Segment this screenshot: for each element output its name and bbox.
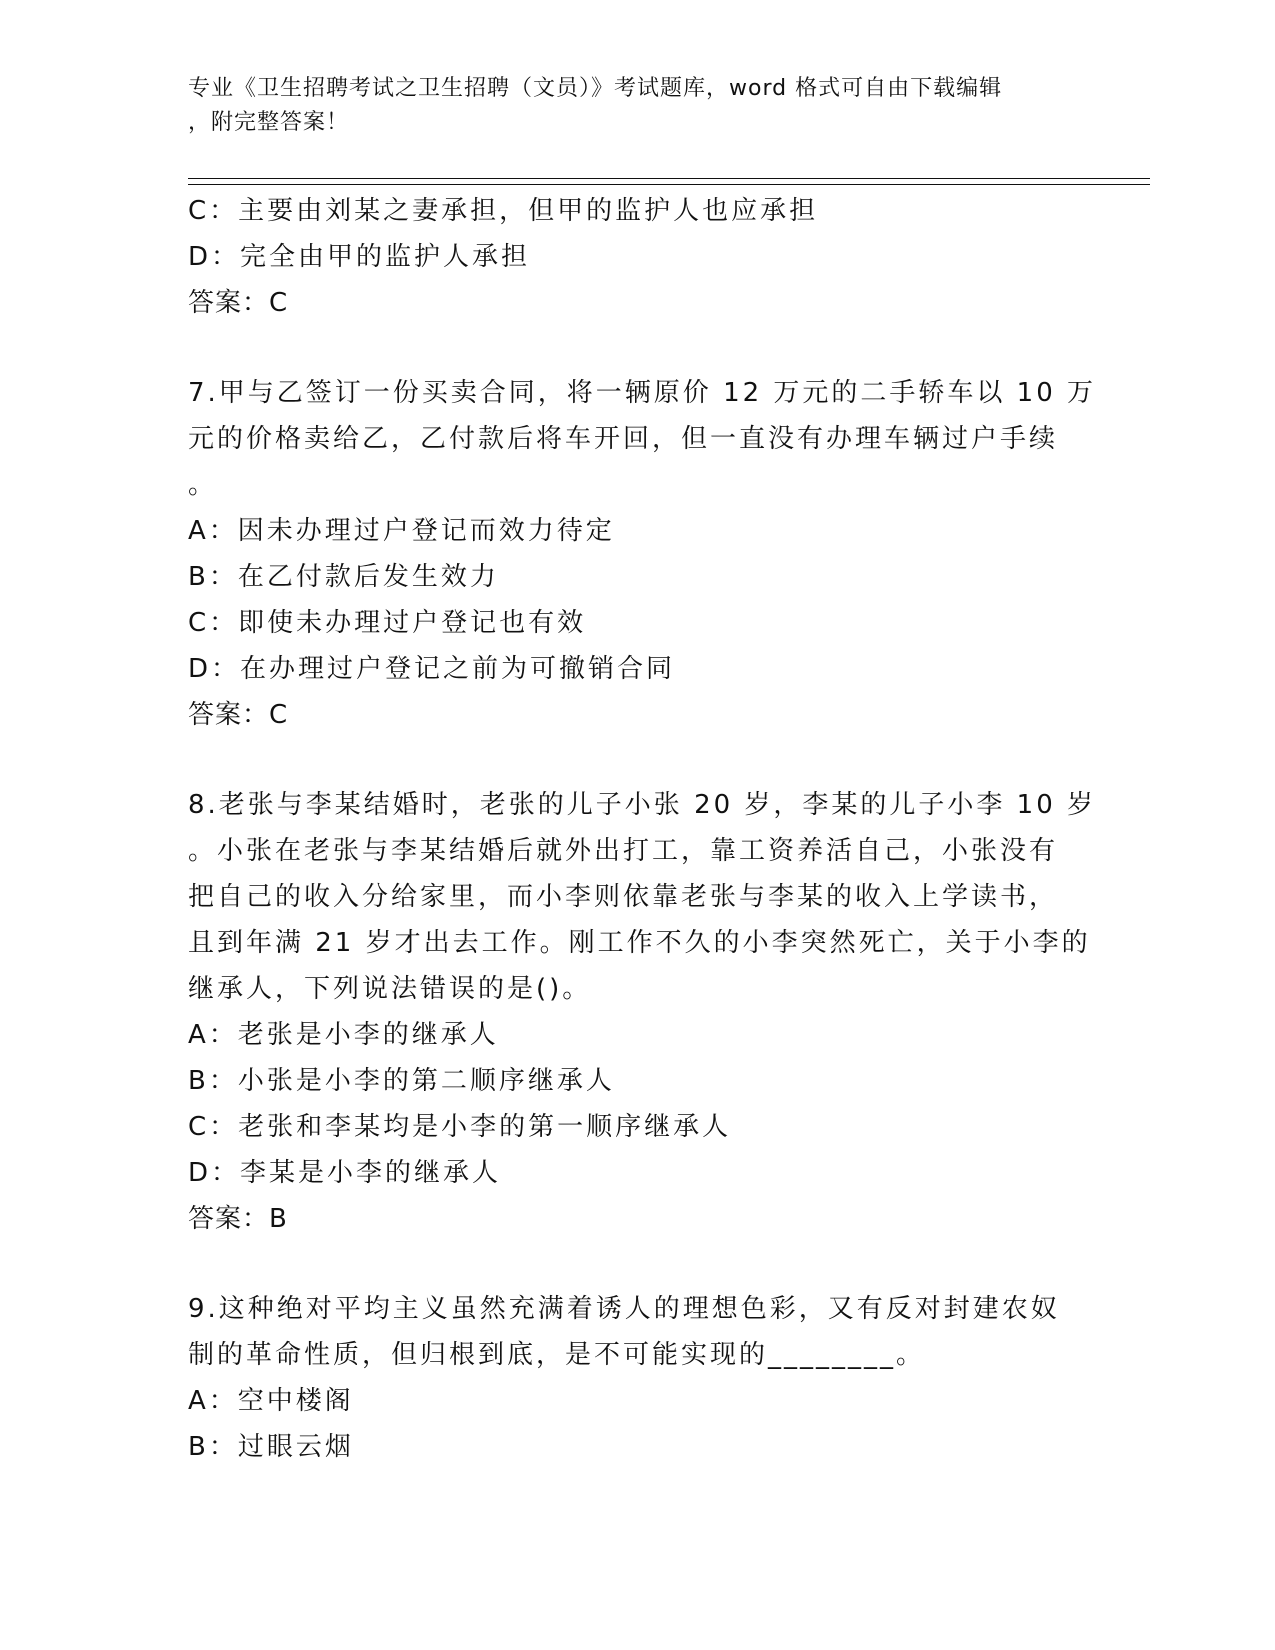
q8-stem-line-4: 且到年满 21 岁才出去工作。刚工作不久的小李突然死亡，关于小李的 <box>188 928 1091 958</box>
header-line-2: ，附完整答案！ <box>188 110 350 135</box>
q7-stem-line-3: 。 <box>188 470 218 500</box>
q8-stem-line-2: 。小张在老张与李某结婚后就外出打工，靠工资养活自己，小张没有 <box>188 836 1059 866</box>
spacer <box>188 1242 1088 1286</box>
q8-option-d: D：李某是小李的继承人 <box>188 1158 502 1188</box>
q7-stem-line-1: 7.甲与乙签订一份买卖合同，将一辆原价 12 万元的二手轿车以 10 万 <box>188 378 1097 408</box>
q8-answer: 答案：B <box>188 1204 288 1234</box>
q7-option-c: C：即使未办理过户登记也有效 <box>188 608 587 638</box>
q6-option-c: C：主要由刘某之妻承担，但甲的监护人也应承担 <box>188 196 819 226</box>
header-divider <box>188 178 1150 185</box>
q6-answer: 答案：C <box>188 288 289 318</box>
q6-option-d: D：完全由甲的监护人承担 <box>188 242 531 272</box>
q7-option-a: A：因未办理过户登记而效力待定 <box>188 516 615 546</box>
q9-option-a: A：空中楼阁 <box>188 1386 354 1416</box>
spacer <box>188 738 1088 782</box>
header-line-1: 专业《卫生招聘考试之卫生招聘（文员）》考试题库，word 格式可自由下载编辑 <box>188 76 1003 101</box>
document-header <box>188 72 1068 140</box>
q8-option-a: A：老张是小李的继承人 <box>188 1020 499 1050</box>
q7-stem-line-2: 元的价格卖给乙，乙付款后将车开回，但一直没有办理车辆过户手续 <box>188 424 1059 454</box>
q8-stem-line-5: 继承人，下列说法错误的是()。 <box>188 974 592 1004</box>
spacer <box>188 326 1088 370</box>
q9-option-b: B：过眼云烟 <box>188 1432 354 1462</box>
q7-option-d: D：在办理过户登记之前为可撤销合同 <box>188 654 676 684</box>
q7-option-b: B：在乙付款后发生效力 <box>188 562 499 592</box>
q8-option-c: C：老张和李某均是小李的第一顺序继承人 <box>188 1112 732 1142</box>
q9-stem-line-2: 制的革命性质，但归根到底，是不可能实现的________。 <box>188 1340 926 1370</box>
q8-stem-line-3: 把自己的收入分给家里，而小李则依靠老张与李某的收入上学读书， <box>188 882 1059 912</box>
q9-stem-line-1: 9.这种绝对平均主义虽然充满着诱人的理想色彩，又有反对封建农奴 <box>188 1294 1060 1324</box>
question-content <box>188 188 1097 1470</box>
q7-answer: 答案：C <box>188 700 289 730</box>
q8-stem-line-1: 8.老张与李某结婚时，老张的儿子小张 20 岁，李某的儿子小李 10 岁 <box>188 790 1097 820</box>
q8-option-b: B：小张是小李的第二顺序继承人 <box>188 1066 615 1096</box>
